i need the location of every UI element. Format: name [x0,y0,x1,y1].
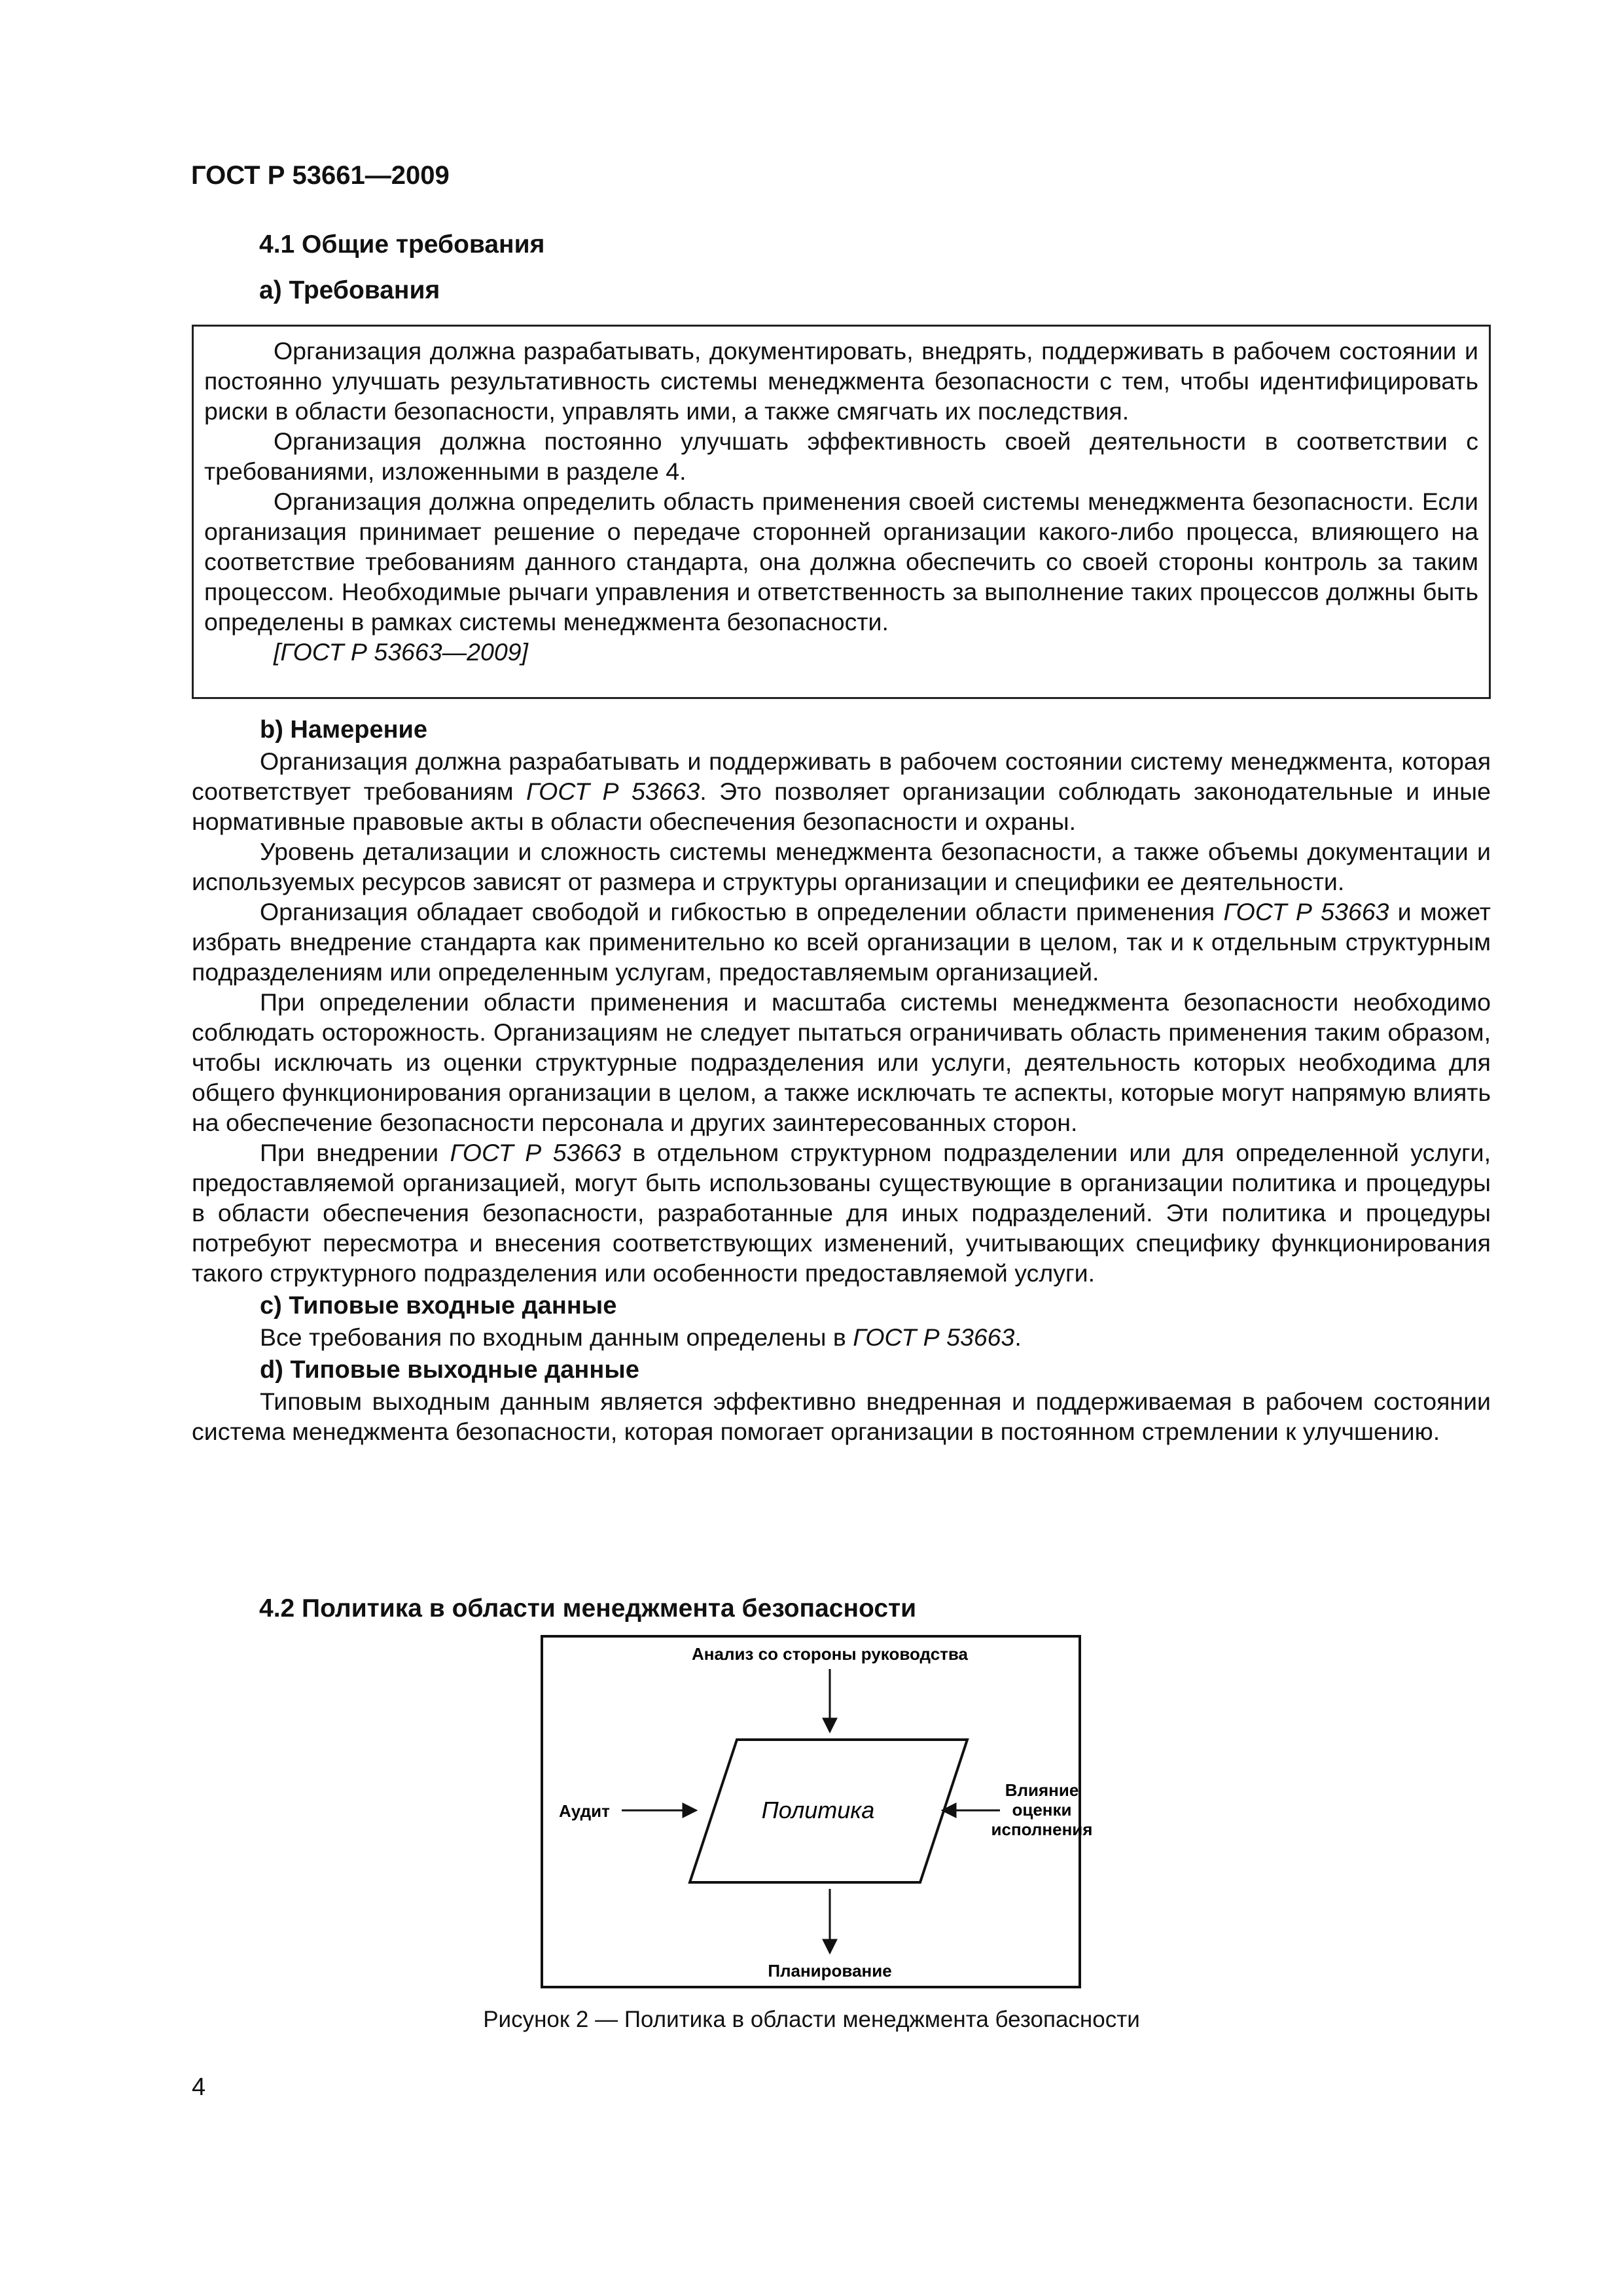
requirements-paragraph-1: Организация должна разрабатывать, документировать, внедрять, поддерживать в рабочем состоянии и постоянно улучшать результативность системы менеджмента безопасности с тем, чтобы идентифицировать риски в области безопасности, управлять ими, а также смягчать их последствия. [204,337,1478,425]
performance-evaluation-label-line-1: Влияние [1005,1780,1079,1800]
policy-label: Политика [761,1797,875,1823]
intent-paragraph-5: При внедрении ГОСТ Р 53663 в отдельном структурном подразделении или для определенной услуги, предоставляемой организацией, могут быть использованы существующие в организации политика и процедуры в области обеспечения безопасности, разработанные для иных подразделений. Эти политика и процедуры потребуют пересмотра и внесения соответствующих изменений, учитывающих специфику функционирования такого структурного подразделения или особенности предоставляемой услуги. [192,1139,1491,1287]
requirements-box [192,325,1491,699]
section-4-2-title: 4.2 Политика в области менеджмента безопасности [259,1594,917,1623]
intent-paragraph-4: При определении области применения и масштаба системы менеджмента безопасности необходимо соблюдать осторожность. Организациям не следует пытаться ограничивать область применения таким образом, чтобы исключать из оценки структурные подразделения или услуги, деятельность которых необходима для общего функционирования организации в целом, а также исключать те аспекты, которые могут напрямую влиять на обеспечение безопасности персонала и других заинтересованных сторон. [192,988,1491,1136]
requirements-paragraph-3: Организация должна определить область применения своей системы менеджмента безопасности. Если организация принимает решение о передаче сторонней организации какого-либо процесса, влияющего на соответствие требованиям данного стандарта, она должна обеспечить со своей стороны контроль за таким процессом. Необходимые рычаги управления и ответственность за выполнение таких процессов должны быть определены в рамках системы менеджмента безопасности. [204,488,1478,636]
management-review-label: Анализ со стороны руководства [692,1644,968,1664]
subsection-c-title: с) Типовые входные данные [260,1292,617,1319]
page-number: 4 [192,2073,206,2101]
document-header: ГОСТ Р 53661—2009 [191,161,450,190]
standard-reference: ГОСТ Р 53663 [450,1139,621,1166]
intent-paragraph-3: Организация обладает свободой и гибкостью в определении области применения ГОСТ Р 53663 и может избрать внедрение стандарта как применительно ко всей организации в целом, так и к отдельным структурным подразделениям или определенным услугам, предоставляемым организацией. [192,898,1491,986]
standard-reference: ГОСТ Р 53663 [526,778,700,805]
audit-label: Аудит [559,1801,610,1821]
performance-evaluation-label-line-3: исполнения [991,1820,1093,1839]
requirements-paragraph-2: Организация должна постоянно улучшать эффективность своей деятельности в соответствии с требованиями, изложенными в разделе 4. [204,427,1478,485]
subsection-a-title: а) Требования [259,276,440,304]
intent-paragraph-1: Организация должна разрабатывать и поддерживать в рабочем состоянии систему менеджмента, которая соответствует требованиям ГОСТ Р 53663. Это позволяет организации соблюдать законодательные и иные нормативные правовые акты в области обеспечения безопасности и охраны. [192,747,1491,835]
standard-reference: ГОСТ Р 53663 [853,1323,1015,1351]
subsection-b-title: b) Намерение [260,716,428,744]
subsection-d-title: d) Типовые выходные данные [260,1356,639,1384]
intent-paragraph-2: Уровень детализации и сложность системы менеджмента безопасности, а также объемы документации и используемых ресурсов зависят от размера и структуры организации и специфики ее деятельности. [192,838,1491,895]
requirements-reference: [ГОСТ Р 53663—2009] [274,638,528,666]
section-4-1-body [192,712,1491,1446]
planning-label: Планирование [768,1961,892,1981]
section-4-1-title: 4.1 Общие требования [259,230,545,259]
inputs-paragraph: Все требования по входным данным определены в ГОСТ Р 53663. [260,1323,1022,1351]
performance-evaluation-label-line-2: оценки [1012,1800,1072,1820]
outputs-paragraph: Типовым выходным данным является эффективно внедренная и поддерживаемая в рабочем состоянии система менеджмента безопасности, которая помогает организации в постоянном стремлении к улучшению. [192,1388,1491,1445]
standard-reference: ГОСТ Р 53663 [1223,898,1389,925]
policy-flow-diagram [541,1635,1093,1988]
figure-caption: Рисунок 2 — Политика в области менеджмента безопасности [483,2007,1140,2032]
